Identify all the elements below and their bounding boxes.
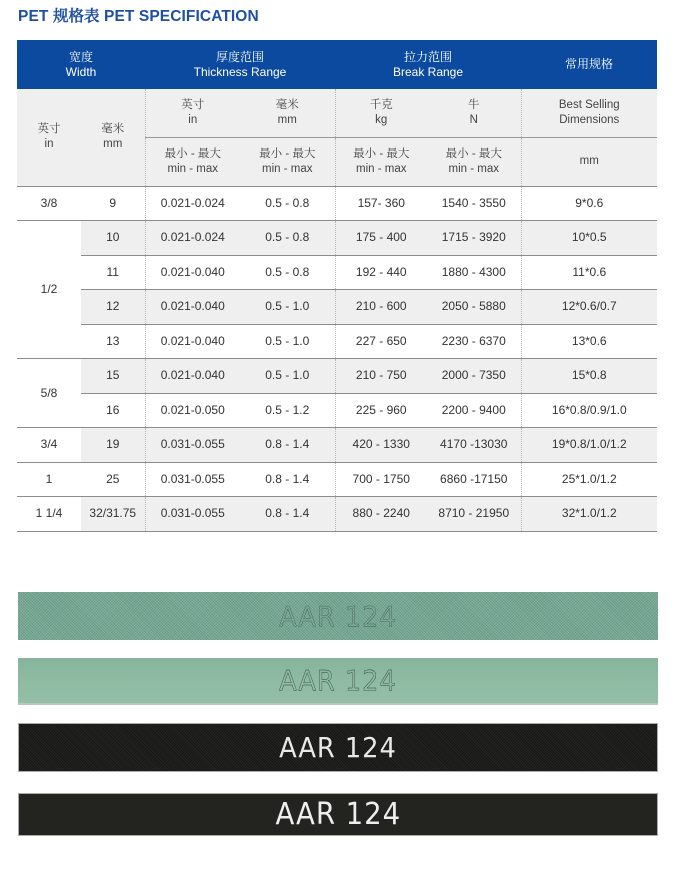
width-mm-cell: 25: [81, 462, 145, 497]
thick-in-cell: 0.021-0.024: [145, 221, 240, 256]
header-width-en: Width: [65, 64, 97, 79]
break-kg-cell: 700 - 1750: [335, 462, 427, 497]
subheader-width-mm-zh: 毫米: [101, 123, 125, 136]
belt-sample-woven-black: [18, 723, 658, 772]
break-n-cell: 6860 -17150: [427, 462, 521, 497]
break-kg-cell: 225 - 960: [335, 393, 427, 428]
width-in-cell: 1 1/4: [17, 497, 81, 532]
subheader-width-mm-en: mm: [103, 138, 123, 151]
belt-sample-smooth-green: [18, 658, 658, 705]
thick-in-cell: 0.021-0.050: [145, 393, 240, 428]
subheader-best-selling-line2: Dimensions: [559, 113, 620, 126]
range-best-unit: [521, 137, 657, 186]
table-row: [17, 186, 657, 221]
best-selling-cell: 16*0.8/0.9/1.0: [521, 393, 657, 428]
table-row: [17, 497, 657, 532]
subheader-thick-mm-zh: 毫米: [275, 98, 299, 111]
header-row-groups: [17, 40, 657, 89]
width-in-cell: 1: [17, 462, 81, 497]
belt-label: AAR 124: [279, 731, 397, 764]
belt-label: AAR 124: [279, 664, 397, 697]
range-break-n: [427, 137, 521, 186]
break-n-cell: 2050 - 5880: [427, 290, 521, 325]
break-kg-cell: 880 - 2240: [335, 497, 427, 532]
thick-mm-cell: 0.5 - 0.8: [240, 255, 335, 290]
break-kg-cell: 175 - 400: [335, 221, 427, 256]
range-thick-in: [145, 137, 240, 186]
subheader-width-in-zh: 英寸: [37, 123, 61, 136]
break-kg-cell: 210 - 750: [335, 359, 427, 394]
table-row: [17, 290, 657, 325]
break-n-cell: 1880 - 4300: [427, 255, 521, 290]
header-width-zh: 宽度: [68, 49, 93, 64]
break-kg-cell: 420 - 1330: [335, 428, 427, 463]
subheader-break-n: [427, 89, 521, 137]
table-row: [17, 428, 657, 463]
header-break: [335, 40, 521, 89]
thick-in-cell: 0.021-0.040: [145, 290, 240, 325]
range-label-zh: 最小 - 最大: [259, 147, 316, 160]
width-in-cell: 5/8: [17, 359, 81, 428]
pet-specification-table: [17, 40, 657, 532]
thick-in-cell: 0.021-0.024: [145, 186, 240, 221]
width-mm-cell: 19: [81, 428, 145, 463]
break-n-cell: 8710 - 21950: [427, 497, 521, 532]
table-row: [17, 393, 657, 428]
width-mm-cell: 11: [81, 255, 145, 290]
range-label-en: min - max: [167, 162, 218, 175]
width-mm-cell: 10: [81, 221, 145, 256]
best-selling-cell: 15*0.8: [521, 359, 657, 394]
belt-label: AAR 124: [279, 599, 397, 633]
break-kg-cell: 157- 360: [335, 186, 427, 221]
table-row: [17, 462, 657, 497]
best-selling-cell: 11*0.6: [521, 255, 657, 290]
thick-mm-cell: 0.5 - 1.2: [240, 393, 335, 428]
width-mm-cell: 9: [81, 186, 145, 221]
header-width: [17, 40, 145, 89]
range-label-zh: 最小 - 最大: [353, 147, 410, 160]
thick-mm-cell: 0.5 - 1.0: [240, 359, 335, 394]
break-n-cell: 1715 - 3920: [427, 221, 521, 256]
thick-in-cell: 0.031-0.055: [145, 497, 240, 532]
subheader-thick-in-en: in: [188, 113, 198, 126]
break-n-cell: 2200 - 9400: [427, 393, 521, 428]
subheader-break-kg-en: kg: [375, 113, 388, 126]
thick-in-cell: 0.021-0.040: [145, 324, 240, 359]
thick-mm-cell: 0.8 - 1.4: [240, 497, 335, 532]
range-label-en: min - max: [448, 162, 499, 175]
width-mm-cell: 15: [81, 359, 145, 394]
subheader-break-kg-zh: 千克: [369, 98, 393, 111]
thick-mm-cell: 0.5 - 0.8: [240, 186, 335, 221]
thick-in-cell: 0.021-0.040: [145, 359, 240, 394]
table-row: [17, 359, 657, 394]
belt-sample-smooth-black: [18, 793, 658, 836]
best-unit-label: mm: [579, 155, 599, 167]
subheader-thick-mm-en: mm: [277, 113, 297, 126]
best-selling-cell: 13*0.6: [521, 324, 657, 359]
range-label-en: min - max: [262, 162, 313, 175]
belt-label: AAR 124: [275, 797, 401, 832]
subheader-thick-mm: [240, 89, 335, 137]
thick-mm-cell: 0.8 - 1.4: [240, 462, 335, 497]
range-break-kg: [335, 137, 427, 186]
subheader-width-mm: [81, 89, 145, 186]
break-kg-cell: 192 - 440: [335, 255, 427, 290]
break-n-cell: 2230 - 6370: [427, 324, 521, 359]
subheader-break-kg: [335, 89, 427, 137]
break-kg-cell: 227 - 650: [335, 324, 427, 359]
subheader-best-selling: [521, 89, 657, 137]
header-break-zh: 拉力范围: [404, 49, 453, 64]
subheader-best-selling-line1: Best Selling: [558, 98, 620, 111]
header-thickness-en: Thickness Range: [193, 64, 287, 79]
width-mm-cell: 16: [81, 393, 145, 428]
header-thickness-zh: 厚度范围: [215, 49, 264, 64]
page-title: PET 规格表 PET SPECIFICATION: [18, 8, 259, 25]
range-label-en: min - max: [356, 162, 407, 175]
range-label-zh: 最小 - 最大: [445, 147, 502, 160]
header-common-spec: [521, 40, 657, 89]
break-kg-cell: 210 - 600: [335, 290, 427, 325]
thick-mm-cell: 0.5 - 1.0: [240, 324, 335, 359]
header-common-spec-zh: 常用规格: [565, 57, 614, 71]
break-n-cell: 2000 - 7350: [427, 359, 521, 394]
table-row: [17, 255, 657, 290]
belt-sample-woven-green: [18, 592, 658, 640]
width-in-cell: 1/2: [17, 221, 81, 359]
best-selling-cell: 10*0.5: [521, 221, 657, 256]
thick-mm-cell: 0.5 - 0.8: [240, 221, 335, 256]
width-in-cell: 3/4: [17, 428, 81, 463]
break-n-cell: 4170 -13030: [427, 428, 521, 463]
width-mm-cell: 32/31.75: [81, 497, 145, 532]
width-mm-cell: 12: [81, 290, 145, 325]
break-n-cell: 1540 - 3550: [427, 186, 521, 221]
best-selling-cell: 12*0.6/0.7: [521, 290, 657, 325]
header-row-units: [17, 89, 657, 137]
width-in-cell: 3/8: [17, 186, 81, 221]
thick-mm-cell: 0.8 - 1.4: [240, 428, 335, 463]
thick-in-cell: 0.031-0.055: [145, 428, 240, 463]
best-selling-cell: 32*1.0/1.2: [521, 497, 657, 532]
subheader-thick-in: [145, 89, 240, 137]
width-mm-cell: 13: [81, 324, 145, 359]
subheader-break-n-en: N: [469, 113, 478, 126]
header-thickness: [145, 40, 335, 89]
range-thick-mm: [240, 137, 335, 186]
thick-in-cell: 0.031-0.055: [145, 462, 240, 497]
best-selling-cell: 25*1.0/1.2: [521, 462, 657, 497]
table-row: [17, 221, 657, 256]
range-label-zh: 最小 - 最大: [164, 147, 221, 160]
subheader-width-in: [17, 89, 81, 186]
subheader-break-n-zh: 牛: [468, 98, 480, 111]
header-break-en: Break Range: [392, 64, 464, 79]
subheader-thick-in-zh: 英寸: [181, 98, 205, 111]
subheader-width-in-en: in: [44, 138, 54, 151]
best-selling-cell: 19*0.8/1.0/1.2: [521, 428, 657, 463]
best-selling-cell: 9*0.6: [521, 186, 657, 221]
thick-mm-cell: 0.5 - 1.0: [240, 290, 335, 325]
table-row: [17, 324, 657, 359]
thick-in-cell: 0.021-0.040: [145, 255, 240, 290]
